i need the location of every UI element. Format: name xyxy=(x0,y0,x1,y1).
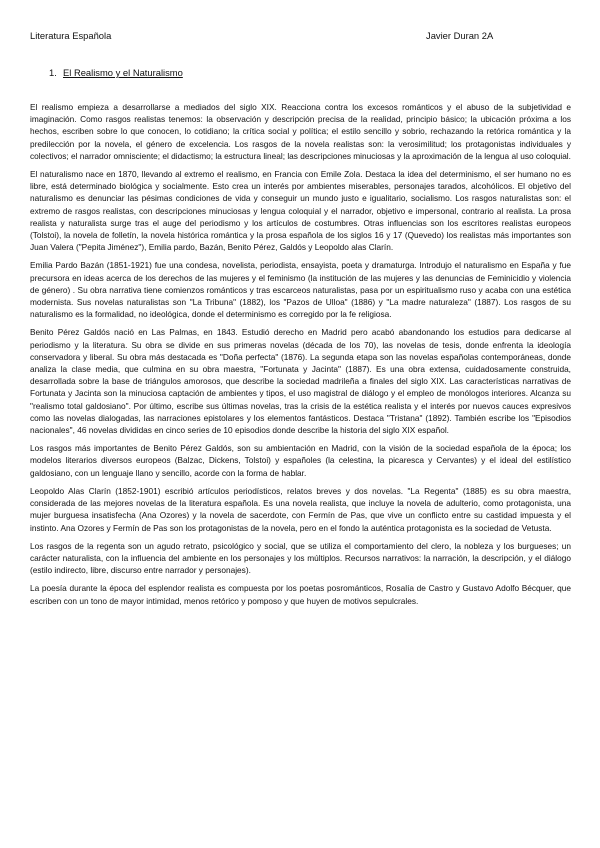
header-author: Javier Duran 2A xyxy=(426,30,494,41)
header-subject: Literatura Española xyxy=(30,30,112,41)
paragraph: Benito Pérez Galdós nació en Las Palmas, en 1843. Estudió derecho en Madrid pero acabó abandonando los estudios para dedicarse al periodismo y la literatura. Su obra se divide en sus primeras novelas (década de los 70), las novelas de tesis, donde enfrenta la ideología conservadora y liberal. Su obra más destacada es "Doña perfecta" (1876). La segunda etapa son las novelas españolas contemporáneas, donde analiza la clase media, que culmina en su obra maestra, "Fortunata y Jacinta" (1887). Es una obra extensa, cuidadosamente construida, desarrollada sobre la base de triángulos amorosos, que describe la sociedad madrileña a finales del siglo XIX. Las características narrativas de Fortunata y Jacinta son la minuciosa captación de ambientes y tipos, el uso magistral de diálogo y el empleo de monólogos interiores. Alcanza su "realismo total galdosiano". Por último, escribe sus últimas novelas, tras la crisis de la estética realista y el interés por nuevos cauces expresivos como las novelas dialogadas, las narraciones epistolares y los elementos fantásticos. Destaca "Tristana" (1892). También escribe los "Episodios nacionales", 46 novelas divididas en cinco series de 10 episodios donde describe la historia del siglo XIX español. xyxy=(30,327,571,436)
section-heading xyxy=(49,67,183,79)
paragraph: Emilia Pardo Bazán (1851-1921) fue una condesa, novelista, periodista, ensayista, poeta y dramaturga. Introdujo el naturalismo en España y fue precursora en ideas acerca de los derechos de las mujeres y el feminismo (la institución de las mujeres y las denuncias de Feminicidio y violencia de género) . Su obra narrativa tiene comienzos románticos y tras escarceos naturalistas, pasa por un espiritualismo ruso y acaba con una estética modernista. Sus novelas naturalistas son "La Tribuna" (1882), los "Pazos de Ulloa" (1886) y "La madre naturaleza" (1887). Los rasgos de su naturalismo es la formalidad, no ideológica, donde el determinismo es corregido por la fe religiosa. xyxy=(30,260,571,320)
paragraph: Leopoldo Alas Clarín (1852-1901) escribió artículos periodísticos, relatos breves y dos novelas. "La Regenta" (1885) es su obra maestra, considerada de las mejores novelas de la literatura española. Es una novela realista, que incluye la novela de adulterio, como protagonista, una mujer burguesa insatisfecha (Ana Ozores) y la novela de sacerdote, con Fermín de Pas, que vive un conflicto entre su castidad impuesta y el instinto. Ana Ozores y Fermín de Pas son los protagonistas de la novela, pero en el fondo la auténtica protagonista es la sociedad de Vetusta. xyxy=(30,485,571,533)
section-title: El Realismo y el Naturalismo xyxy=(63,67,183,78)
paragraph: La poesía durante la época del esplendor realista es compuesta por los poetas posrománticos, Rosalía de Castro y Gustavo Adolfo Bécquer, que escriben con un tono de mayor intimidad, menos retórico y pomposo y que huyen de motivos sepulcrales. xyxy=(30,583,571,606)
paragraph: Los rasgos más importantes de Benito Pérez Galdós, son su ambientación en Madrid, con la visión de la sociedad española de la época; los modelos literarios diversos europeos (Balzac, Dickens, Tolstoi) y españoles (la celestina, la picaresca y Cervantes) y el ideal del estilístico galdosiano, con un lenguaje llano y sencillo, acorde con la forma de hablar. xyxy=(30,443,571,478)
paragraph: El naturalismo nace en 1870, llevando al extremo el realismo, en Francia con Emile Zola. Destaca la idea del determinismo, el ser humano no es libre, está determinado biológica y socialmente. Esto crea un interés por ambientes miserables, personajes tarados, alcohólicos. El objetivo del naturalismo es denunciar las pésimas condiciones de vida y conseguir un mundo justo e igualitario, socialismo. Los rasgos naturalistas son: el extremo de rasgos realistas, con descripciones minuciosas y lengua coloquial y el narrador, objetivo e impersonal, contrario al realista. La prosa realista y naturalista surge tras el auge del periodismo y los artículos de costumbres. Otras influencias son los escritores realistas europeos (Tolstoi), la novela de folletín, la novela histórica romántica y la prosa española de los siglos 16 y 17 (Quevedo) los realistas más importantes son Juan Valera ("Pepita Jiménez"), Emilia pardo, Bazán, Benito Pérez, Galdós y Leopoldo alas Clarín. xyxy=(30,169,571,253)
section-number: 1. xyxy=(49,67,57,78)
paragraph: Los rasgos de la regenta son un agudo retrato, psicológico y social, que se utiliza el comportamiento del clero, la nobleza y los burgueses; un carácter naturalista, con la influencia del ambiente en los personajes y los múltiplos. Recursos narrativos: la narración, la descripción, y el diálogo (estilo indirecto, libre, discurso entre narrador y personajes). xyxy=(30,540,571,576)
paragraph: El realismo empieza a desarrollarse a mediados del siglo XIX. Reacciona contra los excesos románticos y el abuso de la subjetividad e imaginación. Como rasgos realistas tenemos: la observación y descripción precisa de la realidad, principio básico; la ubicación próxima a los hechos, escriben sobre lo que conocen, lo cotidiano; la crítica social y política; el estilo sencillo y sobrio, rechazando la retórica romántica y la predilección por la novela, el género de excelencia. Los rasgos de la novela realistas son: la verosimilitud; los protagonistas individuales y colectivos; el narrador omnisciente; el didactismo; la estructura lineal; las descripciones minuciosas y la aproximación de la lengua al uso coloquial. xyxy=(30,102,571,161)
document-body xyxy=(30,101,571,613)
